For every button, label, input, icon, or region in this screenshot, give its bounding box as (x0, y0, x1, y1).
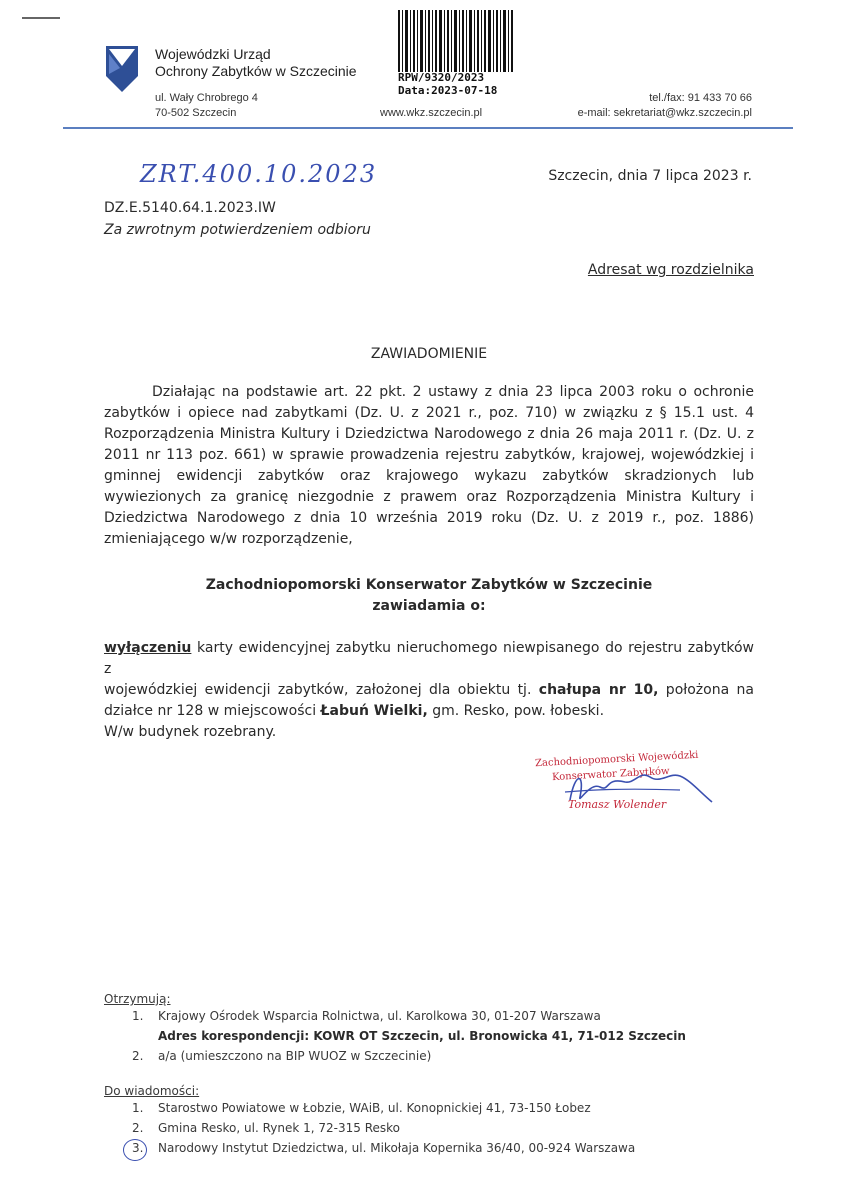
delivery-note: Za zwrotnym potwierdzeniem odbioru (104, 222, 371, 238)
list-text: Narodowy Instytut Dziedzictwa, ul. Mikołaja Kopernika 36/40, 00-924 Warszawa (158, 1141, 636, 1155)
recipients-list (132, 1006, 752, 1066)
list-text: KOWR OT Szczecin, ul. Bronowicka 41, 71-012 Szczecin (313, 1029, 686, 1043)
email: e-mail: sekretariat@wkz.szczecin.pl (577, 107, 752, 119)
list-text: Krajowy Ośrodek Wsparcia Rolnictwa, ul. Karolkowa 30, 01-207 Warszawa (158, 1009, 601, 1023)
notice-text: karty ewidencyjnej zabytku nieruchomego niewpisanego do rejestru zabytków z (104, 640, 754, 677)
notice-text: działce nr 128 w miejscowości (104, 703, 321, 719)
legal-basis-paragraph (104, 382, 754, 550)
stamp-line-2: Konserwator Zabytków (551, 765, 670, 784)
notice-text: gm. Resko, pow. łobeski. (427, 703, 605, 719)
handwritten-circle (123, 1139, 147, 1161)
header-rule (63, 127, 793, 129)
street-address: ul. Wały Chrobrego 4 (155, 92, 258, 104)
authority-block (104, 575, 754, 617)
signer-name: Tomasz Wolender (568, 798, 667, 811)
case-number: DZ.E.5140.64.1.2023.IW (104, 200, 276, 216)
org-line-1: Wojewódzki Urząd (155, 46, 271, 62)
paragraph-line: gminnej ewidencji zabytków oraz krajowego wykazu zabytków skradzionych lub (104, 468, 754, 484)
notice-text: wojewódzkiej ewidencji zabytków, założonej dla obiektu tj. (104, 682, 539, 698)
notice-text: położona na (658, 682, 755, 698)
building-note: W/w budynek rozebrany. (104, 724, 277, 740)
website: www.wkz.szczecin.pl (380, 107, 483, 119)
paragraph-line: zabytków i opiece nad zabytkami (Dz. U. z 2021 r., poz. 710) w związku z § 15.1 ust. 4 (104, 405, 754, 421)
rpw-date: Data:2023-07-18 (398, 84, 498, 97)
barcode (398, 10, 514, 72)
paragraph-line: zmieniającego w/w rozporządzenie, (104, 531, 353, 547)
locality-name: Łabuń Wielki, (320, 703, 428, 719)
cc-title: Do wiadomości: (104, 1084, 200, 1098)
paragraph-line: Działając na podstawie art. 22 pkt. 2 ustawy z dnia 23 lipca 2003 roku o ochronie (152, 384, 754, 400)
organization-name (155, 46, 357, 80)
signature-stamp (530, 749, 730, 822)
rpw-number: RPW/9320/2023 (398, 71, 485, 84)
list-label: Adres korespondencji: (158, 1029, 314, 1043)
recipients-title: Otrzymują: (104, 992, 171, 1006)
cc-list (132, 1098, 752, 1158)
list-item (132, 1026, 752, 1046)
stamp-line-1: Zachodniopomorski Wojewódzki (534, 749, 699, 770)
list-number: 2. (132, 1121, 144, 1135)
list-item (132, 1118, 752, 1138)
scan-mark (22, 17, 60, 19)
authority-name: Zachodniopomorski Konserwator Zabytków w Szczecinie (205, 577, 653, 593)
notice-line (104, 701, 754, 722)
phone: tel./fax: 91 433 70 66 (649, 92, 752, 104)
document-title: ZAWIADOMIENIE (370, 346, 488, 362)
list-item (132, 1098, 752, 1118)
place-date: Szczecin, dnia 7 lipca 2023 r. (548, 168, 752, 184)
list-text: a/a (umieszczono na BIP WUOZ w Szczecinie) (158, 1049, 432, 1063)
notice-line (104, 638, 754, 680)
addressee: Adresat wg rozdzielnika (587, 262, 754, 278)
paragraph-line: Dziedzictwa Narodowego z dnia 10 września 2019 roku (Dz. U. z 2019 r., poz. 1886) (104, 510, 754, 526)
list-text: Starostwo Powiatowe w Łobzie, WAiB, ul. Konopnickiej 41, 73-150 Łobez (158, 1101, 591, 1115)
city-address: 70-502 Szczecin (155, 107, 237, 119)
list-item (132, 1006, 752, 1026)
notice-keyword: wyłączeniu (104, 640, 192, 656)
registration-stamp (398, 71, 497, 97)
paragraph-line: wywiezionych za granicę niezgodnie z prawem oraz Rozporządzenia Ministra Kultury i (104, 489, 754, 505)
notice-paragraph (104, 638, 754, 722)
list-item (132, 1138, 752, 1158)
list-item (132, 1046, 752, 1066)
list-number: 3. (132, 1141, 144, 1155)
paragraph-line: 2011 nr 113 poz. 661) w sprawie prowadzenia rejestru zabytków, krajowej, wojewódzkiej i (104, 447, 754, 463)
list-number: 1. (132, 1101, 144, 1115)
handwritten-reference: ZRT.400.10.2023 (140, 160, 378, 188)
notice-line (104, 680, 754, 701)
org-line-2: Ochrony Zabytków w Szczecinie (155, 63, 357, 79)
list-text: Gmina Resko, ul. Rynek 1, 72-315 Resko (158, 1121, 401, 1135)
authority-action: zawiadamia o: (372, 598, 486, 614)
list-number: 1. (132, 1009, 144, 1023)
institution-logo (106, 46, 138, 92)
signature (530, 749, 730, 822)
paragraph-line: Rozporządzenia Ministra Kultury i Dziedzictwa Narodowego z dnia 26 maja 2011 r. (Dz. U. z (104, 426, 754, 442)
list-number: 2. (132, 1049, 144, 1063)
object-name: chałupa nr 10, (538, 682, 659, 698)
